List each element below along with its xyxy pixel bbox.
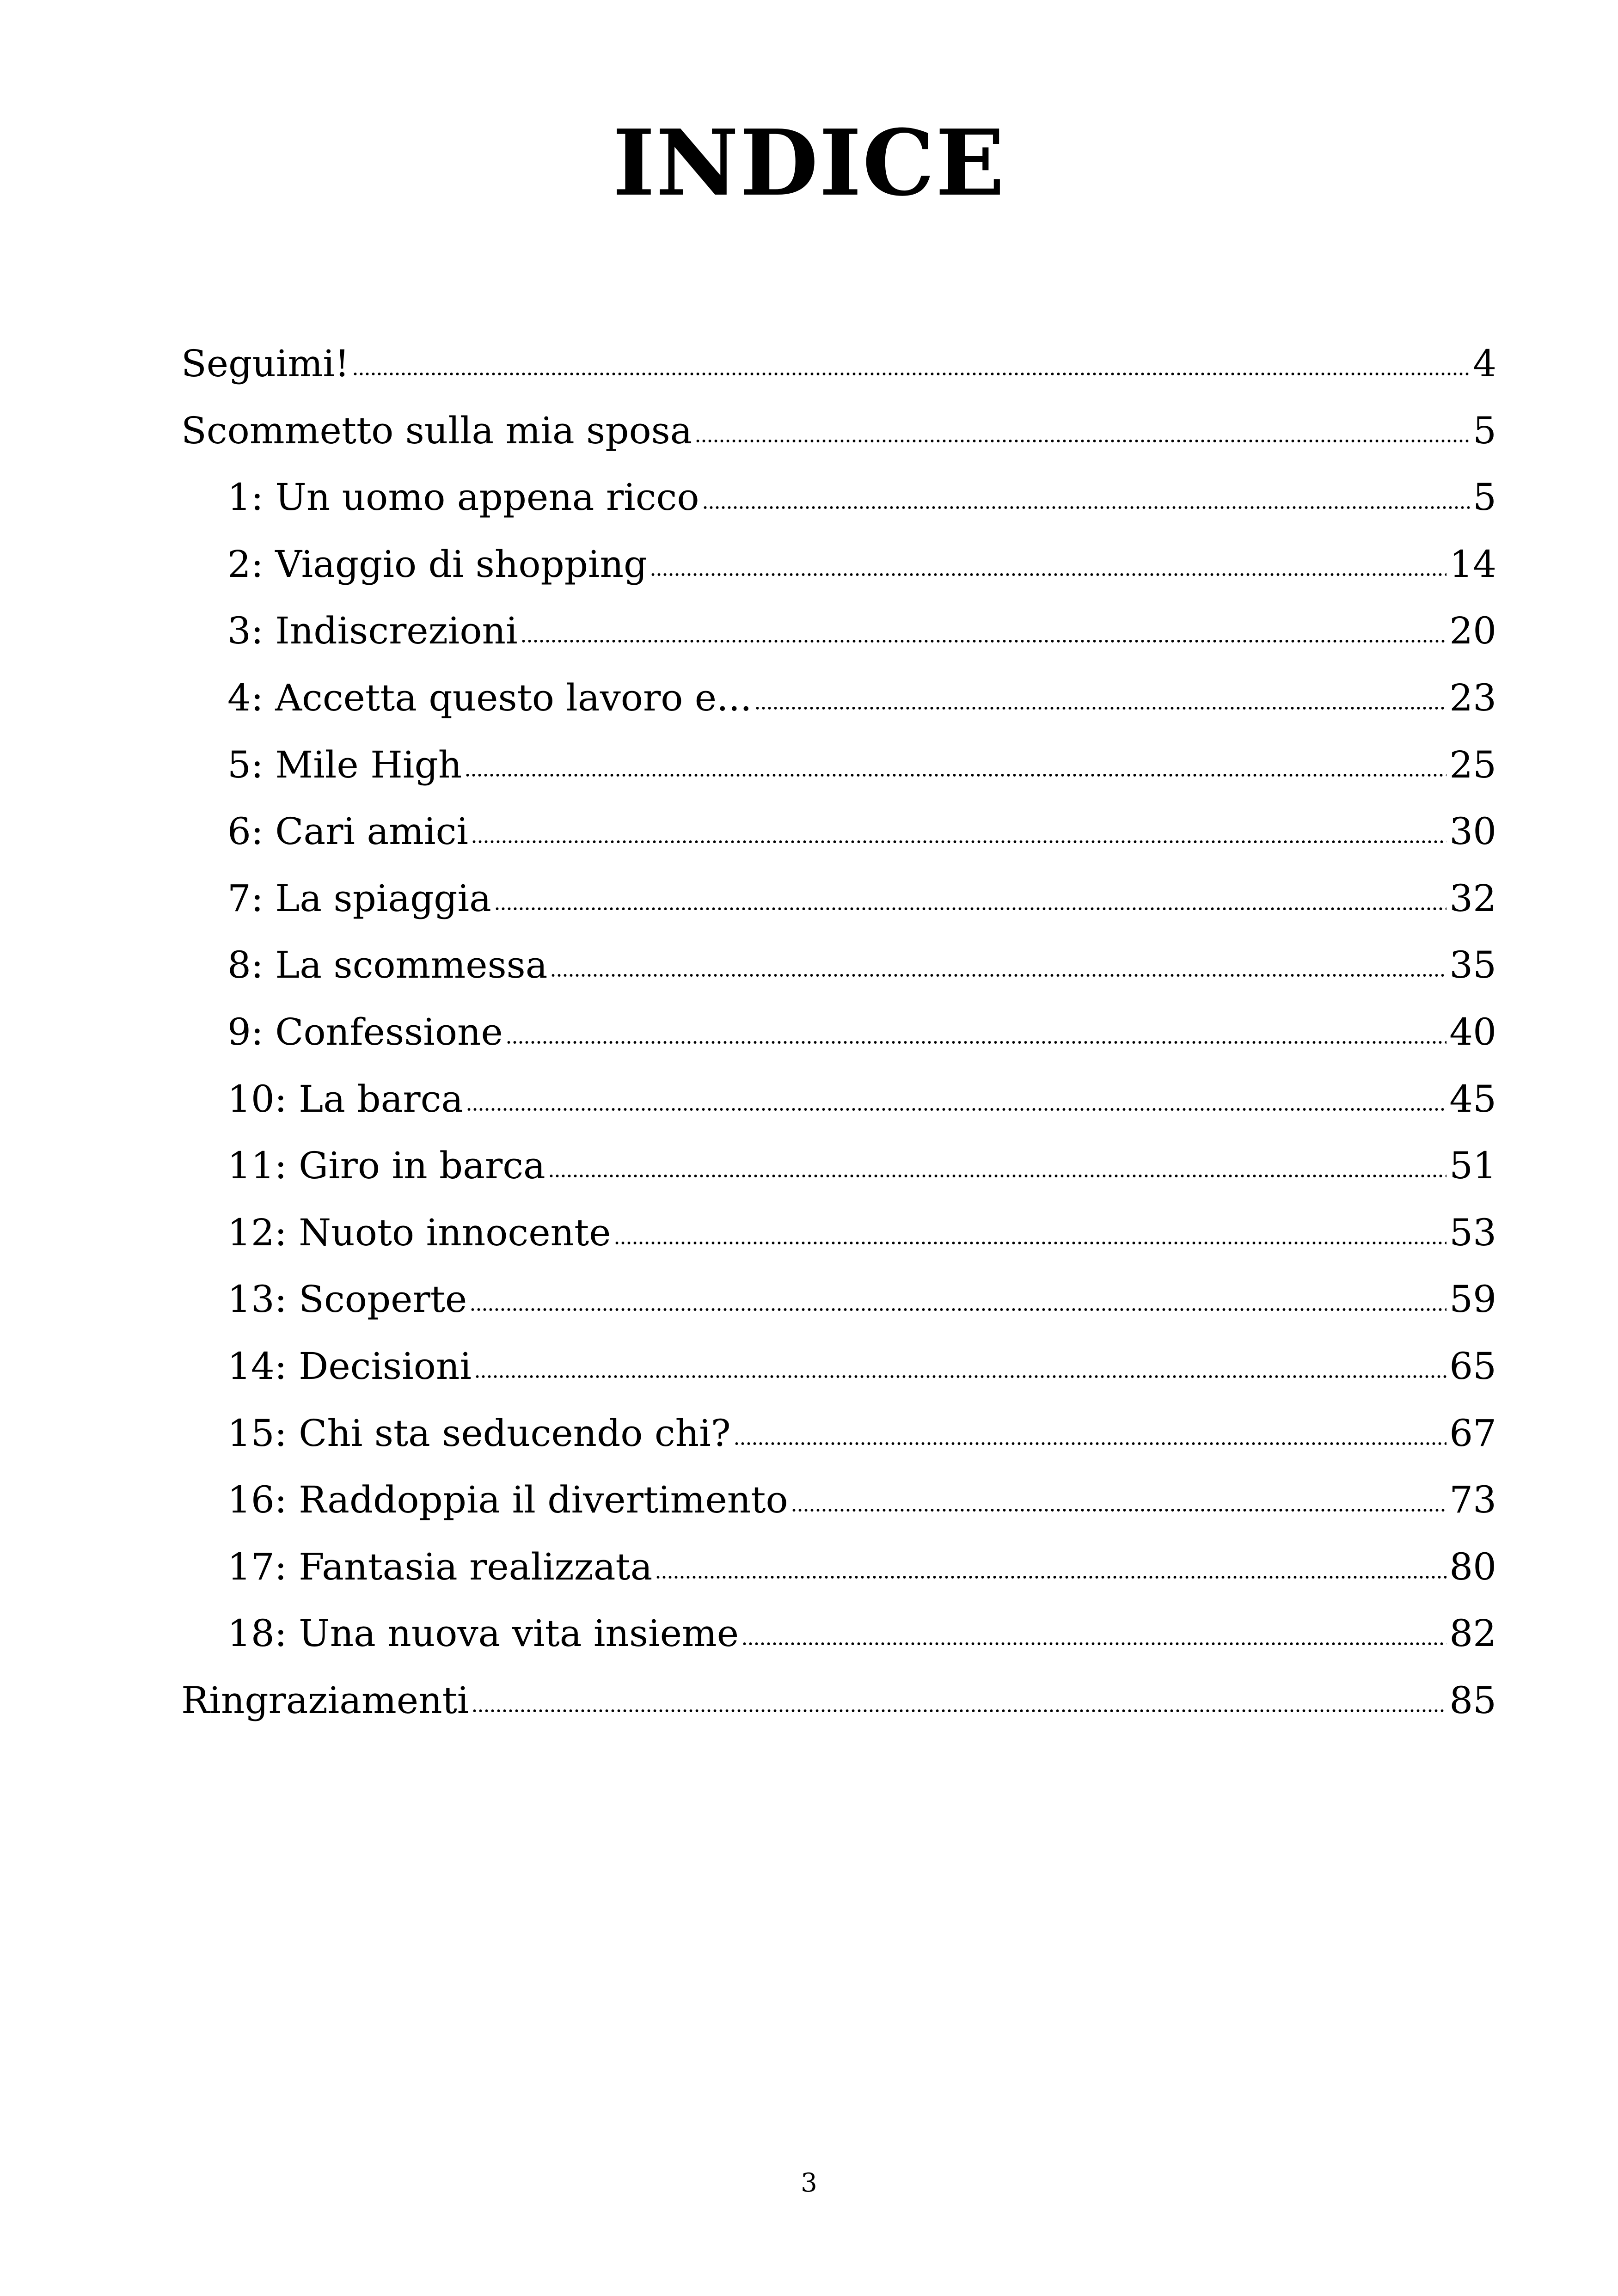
toc-entry-page-number: 5 bbox=[1473, 476, 1496, 519]
toc-entry-page-number: 5 bbox=[1473, 409, 1496, 452]
toc-entry-label: 18: Una nuova vita insieme bbox=[227, 1612, 739, 1655]
toc-dot-leader bbox=[550, 973, 1446, 978]
toc-entry[interactable] bbox=[181, 1400, 1496, 1467]
toc-dot-leader bbox=[754, 706, 1446, 710]
toc-entry-label: 16: Raddoppia il divertimento bbox=[227, 1478, 788, 1522]
toc-dot-leader bbox=[702, 505, 1471, 510]
toc-entry-label: Seguimi! bbox=[181, 342, 350, 385]
toc-dot-leader bbox=[506, 1040, 1446, 1045]
toc-entry[interactable] bbox=[181, 331, 1496, 398]
toc-entry-page-number: 67 bbox=[1449, 1411, 1496, 1455]
toc-entry-page-number: 80 bbox=[1449, 1545, 1496, 1588]
toc-entry-page-number: 51 bbox=[1449, 1144, 1496, 1188]
toc-entry-label: Scommetto sulla mia sposa bbox=[181, 409, 693, 452]
toc-entry-label: 8: La scommessa bbox=[227, 943, 548, 987]
toc-entry[interactable] bbox=[181, 1600, 1496, 1667]
toc-entry-label: 4: Accetta questo lavoro e... bbox=[227, 676, 752, 719]
toc-entry[interactable] bbox=[181, 398, 1496, 465]
toc-entry[interactable] bbox=[181, 1066, 1496, 1133]
toc-entry-label: 1: Un uomo appena ricco bbox=[227, 476, 699, 519]
toc-entry-page-number: 40 bbox=[1449, 1010, 1496, 1053]
toc-dot-leader bbox=[614, 1241, 1447, 1245]
toc-entry-label: 17: Fantasia realizzata bbox=[227, 1545, 653, 1588]
toc-entry-page-number: 73 bbox=[1449, 1478, 1496, 1522]
toc-dot-leader bbox=[466, 1107, 1446, 1112]
toc-entry[interactable] bbox=[181, 865, 1496, 932]
toc-dot-leader bbox=[695, 439, 1470, 443]
toc-dot-leader bbox=[470, 1307, 1446, 1312]
toc-entry[interactable] bbox=[181, 1200, 1496, 1267]
toc-entry-label: Ringraziamenti bbox=[181, 1678, 469, 1722]
toc-dot-leader bbox=[791, 1508, 1447, 1512]
toc-dot-leader bbox=[734, 1441, 1447, 1446]
toc-dot-leader bbox=[548, 1174, 1447, 1178]
toc-entry-label: 14: Decisioni bbox=[227, 1344, 472, 1388]
toc-dot-leader bbox=[474, 1374, 1446, 1379]
toc-entry-page-number: 4 bbox=[1473, 342, 1496, 385]
toc-entry-label: 11: Giro in barca bbox=[227, 1144, 545, 1188]
toc-entry-page-number: 30 bbox=[1449, 810, 1496, 853]
toc-dot-leader bbox=[465, 773, 1446, 778]
toc-entry[interactable] bbox=[181, 1667, 1496, 1734]
toc-entry[interactable] bbox=[181, 932, 1496, 999]
toc-entry[interactable] bbox=[181, 531, 1496, 598]
toc-dot-leader bbox=[650, 572, 1446, 577]
toc-entry-label: 3: Indiscrezioni bbox=[227, 609, 518, 653]
toc-entry-page-number: 59 bbox=[1449, 1278, 1496, 1321]
toc-entry-label: 9: Confessione bbox=[227, 1010, 503, 1053]
toc-entry-label: 2: Viaggio di shopping bbox=[227, 542, 648, 586]
toc-entry[interactable] bbox=[181, 1133, 1496, 1200]
toc-entry-page-number: 14 bbox=[1449, 542, 1496, 586]
toc-entry-page-number: 53 bbox=[1449, 1211, 1496, 1254]
toc-entry-label: 15: Chi sta seducendo chi? bbox=[227, 1411, 731, 1455]
page-title: INDICE bbox=[613, 110, 1005, 216]
toc-entry-page-number: 65 bbox=[1449, 1344, 1496, 1388]
page-number: 3 bbox=[801, 2168, 817, 2198]
toc-entry[interactable] bbox=[181, 665, 1496, 732]
toc-entry-label: 6: Cari amici bbox=[227, 810, 468, 853]
toc-entry-page-number: 85 bbox=[1449, 1678, 1496, 1722]
toc-entry[interactable] bbox=[181, 1534, 1496, 1601]
toc-entry[interactable] bbox=[181, 464, 1496, 531]
toc-dot-leader bbox=[521, 639, 1447, 643]
toc-entry-page-number: 25 bbox=[1449, 743, 1496, 786]
toc-dot-leader bbox=[471, 839, 1446, 844]
toc-dot-leader bbox=[472, 1708, 1446, 1713]
toc-entry-label: 13: Scoperte bbox=[227, 1278, 467, 1321]
toc-entry-page-number: 82 bbox=[1449, 1612, 1496, 1655]
toc-dot-leader bbox=[352, 372, 1470, 376]
toc-dot-leader bbox=[655, 1575, 1446, 1580]
toc-entry-label: 5: Mile High bbox=[227, 743, 462, 786]
toc-entry-label: 10: La barca bbox=[227, 1077, 464, 1120]
toc-entry-page-number: 32 bbox=[1449, 876, 1496, 920]
toc-entry-label: 12: Nuoto innocente bbox=[227, 1211, 611, 1254]
toc-dot-leader bbox=[494, 906, 1446, 911]
toc-entry-page-number: 35 bbox=[1449, 943, 1496, 987]
toc-entry[interactable] bbox=[181, 999, 1496, 1066]
toc-entry-page-number: 20 bbox=[1449, 609, 1496, 653]
toc-entry[interactable] bbox=[181, 798, 1496, 865]
toc-entry[interactable] bbox=[181, 598, 1496, 665]
toc-entry[interactable] bbox=[181, 1333, 1496, 1400]
toc-entry-page-number: 23 bbox=[1449, 676, 1496, 719]
toc-entry[interactable] bbox=[181, 1467, 1496, 1534]
toc-entry-page-number: 45 bbox=[1449, 1077, 1496, 1120]
table-of-contents bbox=[181, 331, 1496, 1734]
toc-dot-leader bbox=[742, 1641, 1446, 1646]
toc-entry-label: 7: La spiaggia bbox=[227, 876, 491, 920]
toc-entry[interactable] bbox=[181, 1266, 1496, 1333]
toc-entry[interactable] bbox=[181, 732, 1496, 799]
